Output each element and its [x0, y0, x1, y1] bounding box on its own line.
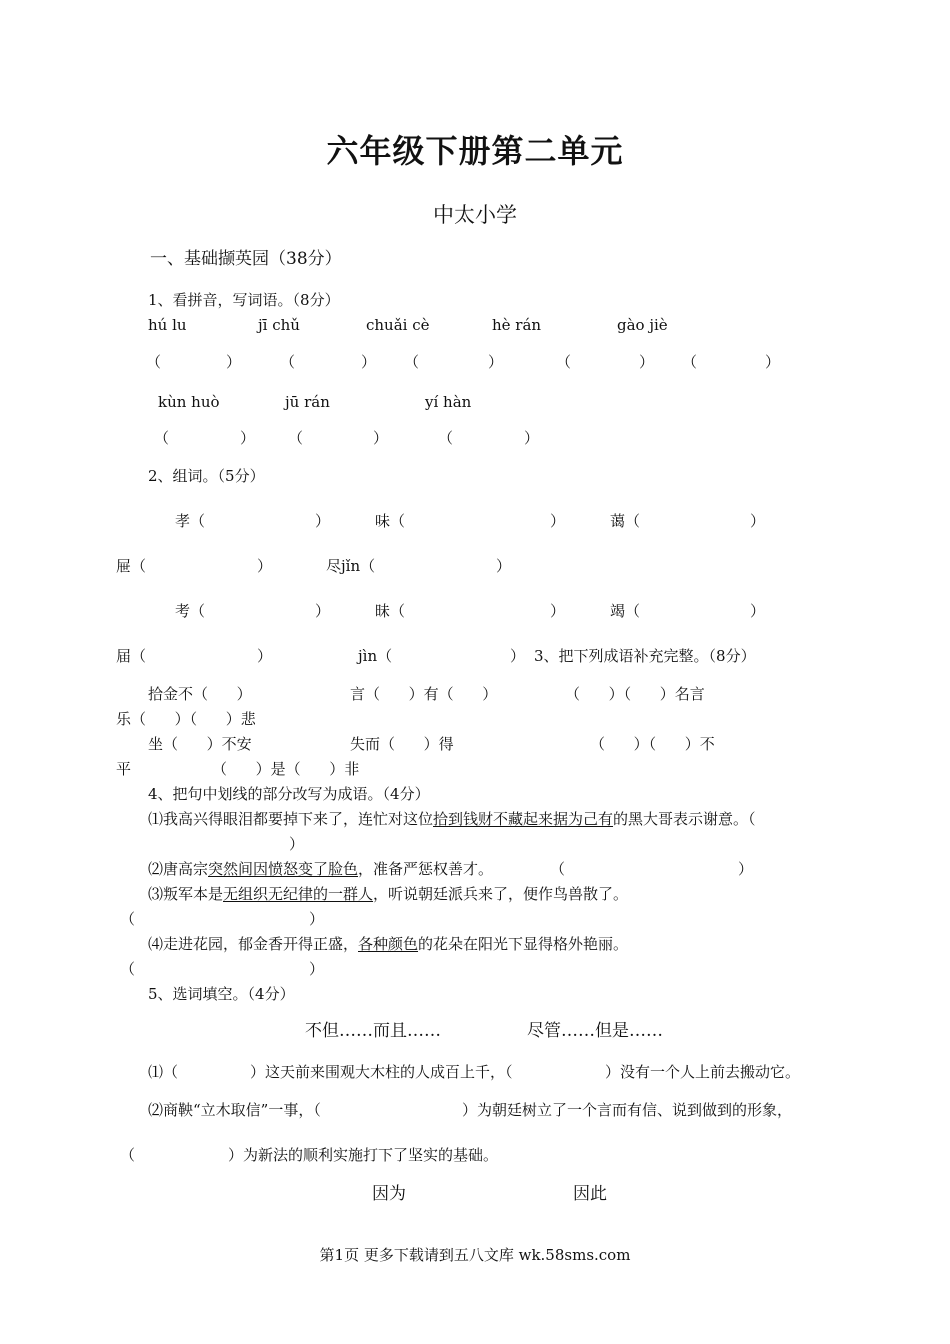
word-option: 因为 — [372, 1184, 406, 1204]
page-footer: 第1页 更多下载请到五八文库 wk.58sms.com — [319, 1246, 631, 1264]
sentence-text: ⑶叛军本是 — [148, 885, 224, 903]
word-option: 不但……而且…… — [305, 1021, 441, 1041]
idiom-blank: 拾金不（ ） — [148, 685, 252, 703]
answer-paren-close: ） — [496, 557, 512, 575]
char-item: 味（ — [375, 512, 406, 530]
char-item: 屉（ — [116, 557, 147, 575]
char-item: 届（ — [116, 647, 147, 665]
underlined-phrase: 无组织无纪律的一群人 — [223, 885, 374, 903]
pinyin: chuǎi cè — [366, 316, 430, 334]
answer-paren-open: （ — [556, 353, 572, 371]
idiom-blank: 乐（ ）（ ）悲 — [116, 710, 256, 728]
char-item: 蔼（ — [610, 512, 641, 530]
answer-paren-open: （ — [154, 429, 170, 447]
sentence-4 — [148, 935, 628, 953]
q4-heading: 4、把句中划线的部分改写为成语。（4分） — [148, 785, 430, 803]
answer-paren-open: （ — [280, 353, 296, 371]
answer-paren-close: ） — [257, 647, 273, 665]
idiom-blank: 平 — [116, 760, 132, 778]
pinyin: gào jiè — [617, 316, 668, 334]
idiom-blank: （ ）（ ）不 — [590, 735, 715, 753]
underlined-phrase: 拾到钱财不藏起来据为己有 — [433, 810, 614, 828]
answer-paren-close: ） — [309, 910, 325, 928]
idiom-blank: 坐（ ）不安 — [148, 735, 252, 753]
answer-paren-close: ） — [550, 512, 566, 530]
sentence-3 — [148, 885, 628, 903]
fill-sentence: ）没有一个人上前去搬动它。 — [605, 1063, 801, 1081]
char-item: 竭（ — [610, 602, 641, 620]
sentence-text: 的黑大哥表示谢意。（ — [613, 810, 756, 828]
answer-paren-close: ） — [315, 512, 331, 530]
idiom-blank: 失而（ ）得 — [350, 735, 454, 753]
sentence-text: ⑵唐高宗 — [148, 860, 209, 878]
answer-paren-close: ） — [240, 429, 256, 447]
fill-sentence: ）为朝廷树立了一个言而有信、说到做到的形象， — [462, 1101, 793, 1119]
answer-paren-close: ） — [289, 835, 305, 853]
answer-paren-open: （ — [120, 960, 136, 978]
q3-heading: 3、把下列成语补充完整。（8分） — [534, 647, 756, 665]
answer-paren-close: ） — [373, 429, 389, 447]
page-title: 六年级下册第二单元 — [326, 132, 624, 170]
char-item: 尽jǐn（ — [326, 557, 376, 575]
pinyin: hú lu — [148, 316, 187, 334]
answer-paren-close: ） — [488, 353, 504, 371]
answer-paren-open: （ — [120, 910, 136, 928]
idiom-blank: （ ）是（ ）非 — [212, 760, 360, 778]
answer-paren-open: （ — [550, 860, 566, 878]
answer-paren-close: ） — [361, 353, 377, 371]
answer-paren-close: ） — [309, 960, 325, 978]
q1-heading: 1、看拼音，写词语。（8分） — [148, 291, 340, 309]
idiom-blank: 言（ ）有（ ） — [350, 685, 498, 703]
char-item: jìn（ — [358, 647, 393, 665]
q2-heading: 2、组词。（5分） — [148, 467, 265, 485]
answer-paren-close: ） — [550, 602, 566, 620]
pinyin: jū rán — [285, 393, 330, 411]
char-item: 昧（ — [375, 602, 406, 620]
sentence-2 — [148, 860, 493, 878]
answer-paren-close: ） — [639, 353, 655, 371]
char-item: 考（ — [175, 602, 206, 620]
answer-paren-open: （ — [288, 429, 304, 447]
answer-paren-open: （ — [404, 353, 420, 371]
fill-sentence: （ — [120, 1146, 136, 1164]
sentence-text: ，准备严惩权善才。 — [358, 860, 494, 878]
char-item: 孝（ — [175, 512, 206, 530]
answer-paren-close: ） — [510, 647, 526, 665]
sentence-text: 的花朵在阳光下显得格外艳丽。 — [418, 935, 629, 953]
sentence-1 — [148, 810, 756, 828]
answer-paren-close: ） — [524, 429, 540, 447]
fill-sentence: ⑴（ — [148, 1063, 179, 1081]
word-option: 尽管……但是…… — [527, 1021, 663, 1041]
answer-paren-open: （ — [146, 353, 162, 371]
pinyin: hè rán — [492, 316, 542, 334]
pinyin: yí hàn — [425, 393, 472, 411]
answer-paren-close: ） — [750, 512, 766, 530]
answer-paren-close: ） — [226, 353, 242, 371]
fill-sentence: ）为新法的顺利实施打下了坚实的基础。 — [228, 1146, 499, 1164]
answer-paren-close: ） — [315, 602, 331, 620]
answer-paren-open: （ — [438, 429, 454, 447]
underlined-phrase: 各种颜色 — [358, 935, 419, 953]
section-heading: 一、基础撷英园（38分） — [150, 249, 342, 269]
sentence-text: ⑷走进花园，郁金香开得正盛， — [148, 935, 359, 953]
pinyin: kùn huò — [158, 393, 220, 411]
answer-paren-open: （ — [682, 353, 698, 371]
q5-heading: 5、选词填空。（4分） — [148, 985, 295, 1003]
answer-paren-close: ） — [738, 860, 754, 878]
school-name: 中太小学 — [433, 203, 517, 227]
fill-sentence: ⑵商鞅“立木取信”一事，（ — [148, 1101, 321, 1119]
answer-paren-close: ） — [257, 557, 273, 575]
pinyin: jī chǔ — [258, 316, 300, 334]
sentence-text: ，听说朝廷派兵来了，便作鸟兽散了。 — [373, 885, 629, 903]
answer-paren-close: ） — [750, 602, 766, 620]
word-option: 因此 — [573, 1184, 607, 1204]
idiom-blank: （ ）（ ）名言 — [565, 685, 705, 703]
sentence-text: ⑴我高兴得眼泪都要掉下来了，连忙对这位 — [148, 810, 434, 828]
fill-sentence: ）这天前来围观大木柱的人成百上千，（ — [250, 1063, 513, 1081]
underlined-phrase: 突然间因愤怒变了脸色 — [208, 860, 359, 878]
answer-paren-close: ） — [765, 353, 781, 371]
